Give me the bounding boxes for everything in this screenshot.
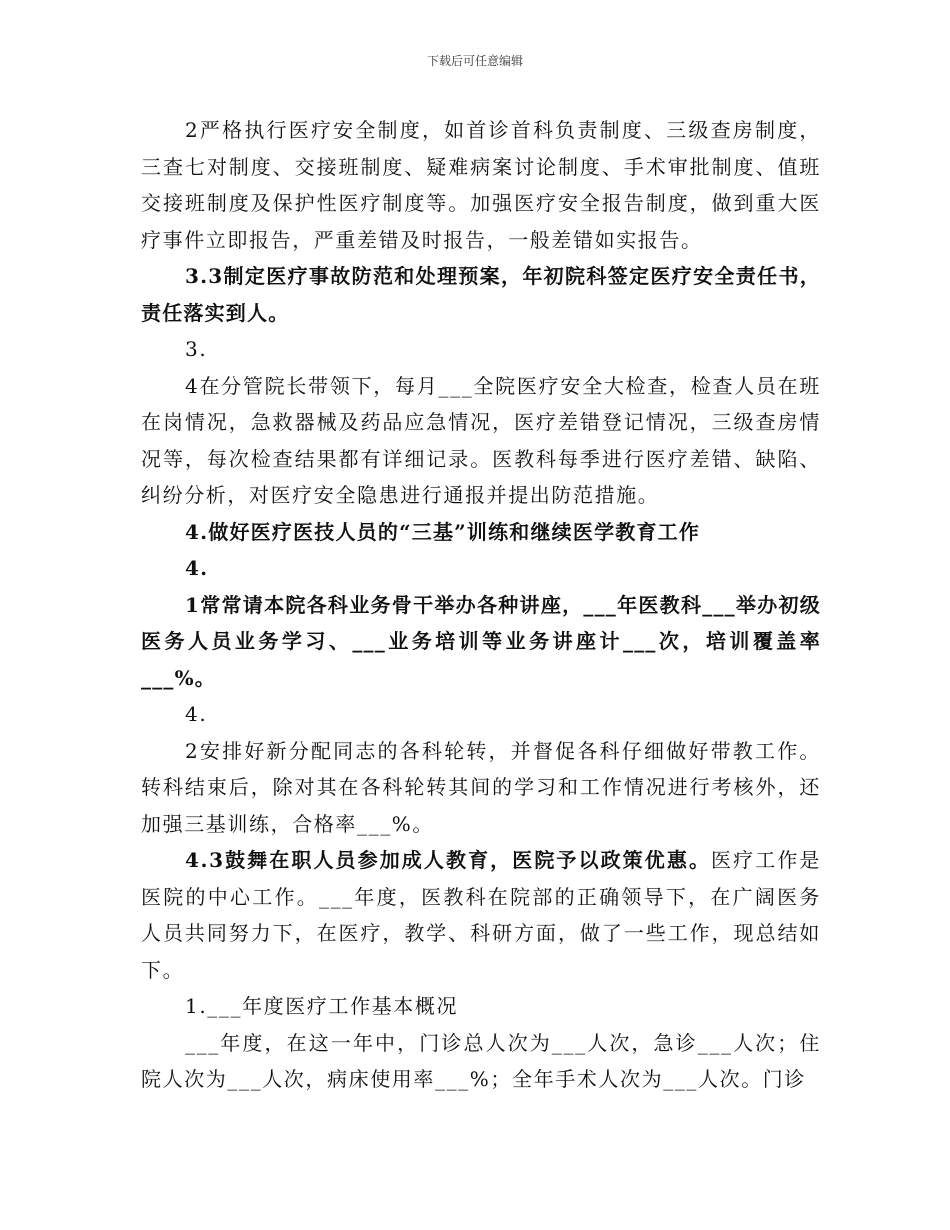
heading-annual-overview: 1.___年度医疗工作基本概况 (185, 994, 459, 1018)
paragraph-annual-statistics: ___年度，在这一年中，门诊总人次为___人次，急诊___人次；住院人次为___人次，病床使用率___%；全年手术人次为___人次。门诊 (141, 1030, 821, 1091)
paragraph-monthly-inspection: 4在分管院长带领下，每月___全院医疗安全大检查，检查人员在班在岗情况，急救器械及药品应急情况，医疗差错登记情况，三级查房情况等，每次检查结果都有详细记录。医教科每季进行医疗差错、缺陷、纠纷分析，对医疗安全隐患进行通报并提出防范措施。 (141, 373, 821, 507)
heading-adult-education: 4.3鼓舞在职人员参加成人教育，医院予以政策优惠。 (185, 848, 712, 872)
paragraph-summary-intro: 医疗工作是医院的中心工作。___年度，医教科在院部的正确领导下，在广阔医务人员共同努力下，在医疗，教学、科研方面，做了一些工作，现总结如下。 (141, 848, 822, 982)
paragraph-number: 3. (185, 337, 208, 361)
paragraph-number: 4. (185, 556, 209, 580)
paragraph-rotation: 2安排好新分配同志的各科轮转，并督促各科仔细做好带教工作。转科结束后，除对其在各科轮转其间的学习和工作情况进行考核外，还加强三基训练，合格率___%。 (141, 738, 821, 836)
heading-accident-prevention: 3.3制定医疗事故防范和处理预案，年初院科签定医疗安全责任书，责任落实到人。 (141, 264, 821, 325)
paragraph-adult-education (141, 842, 821, 988)
paragraph-lectures: 1常常请本院各科业务骨干举办各种讲座，___年医教科___举办初级医务人员业务学习、___业务培训等业务讲座计___次，培训覆盖率___%。 (141, 592, 821, 690)
heading-three-basics-training: 4.做好医疗医技人员的“三基”训练和继续医学教育工作 (185, 519, 701, 544)
paragraph-safety-systems: 2严格执行医疗安全制度，如首诊首科负责制度、三级查房制度，三查七对制度、交接班制度、疑难病案讨论制度、手术审批制度、值班交接班制度及保护性医疗制度等。加强医疗安全报告制度，做到重大医疗事件立即报告，严重差错及时报告，一般差错如实报告。 (141, 118, 821, 252)
document-body (141, 112, 821, 1098)
page-header: 下载后可任意编辑 (426, 54, 523, 68)
paragraph-number: 4. (185, 702, 208, 726)
